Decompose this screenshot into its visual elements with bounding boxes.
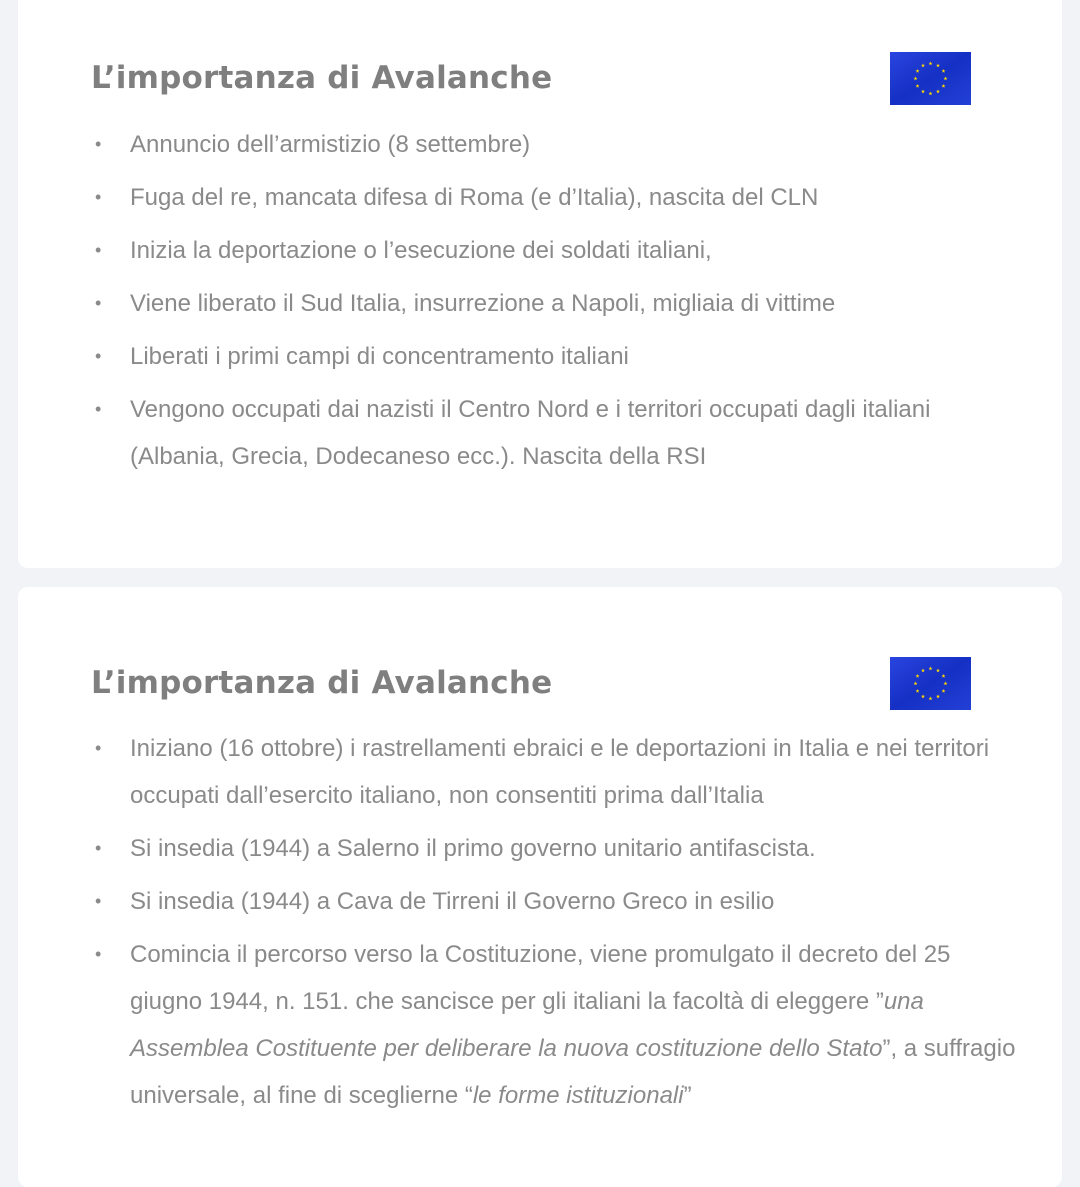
bullet-text: Fuga del re, mancata difesa di Roma (e d’Italia), nascita del CLN (130, 184, 819, 211)
bullet-marker: • (95, 240, 102, 260)
quoted-italic-text: le forme istituzionali (472, 1082, 684, 1109)
bullet-text-part: ” (683, 1082, 692, 1109)
bullet-marker: • (95, 346, 102, 366)
bullet-marker: • (95, 891, 102, 911)
bullet-marker: • (95, 738, 102, 758)
eu-flag-icon (890, 52, 971, 105)
slide-title: L’importanza di Avalanche (91, 665, 553, 701)
bullet-text: Iniziano (16 ottobre) i rastrellamenti ebraici e le deportazioni in Italia e nei territori occupati dall’esercito italiano, non consentiti prima dall’Italia (130, 735, 990, 809)
list-item (91, 227, 1021, 274)
eu-flag-icon (890, 657, 971, 710)
bullet-text: Si insedia (1944) a Cava de Tirreni il Governo Greco in esilio (130, 888, 775, 915)
bullet-marker: • (95, 399, 102, 419)
list-item (91, 725, 1021, 819)
list-item (91, 878, 1021, 925)
bullet-text: Viene liberato il Sud Italia, insurrezione a Napoli, migliaia di vittime (130, 290, 836, 317)
bullet-text: Inizia la deportazione o l’esecuzione dei soldati italiani, (130, 237, 712, 264)
list-item (91, 931, 1021, 1119)
bullet-marker: • (95, 944, 102, 964)
list-item (91, 333, 1021, 380)
slide-card-1 (18, 0, 1062, 568)
bullet-text-part: Comincia il percorso verso la Costituzione, viene promulgato il decreto del 25 giugno 1944, n. 151. che sancisce per gli italiani la facoltà di eleggere ” (130, 941, 951, 1015)
bullet-list (91, 121, 1021, 486)
bullet-text (130, 941, 1015, 1109)
list-item (91, 386, 1021, 480)
bullet-text-part: ”, a suffragio universale, al fine di sceglierne “ (130, 1035, 1016, 1109)
list-item (91, 121, 1021, 168)
bullet-marker: • (95, 838, 102, 858)
bullet-text: Annuncio dell’armistizio (8 settembre) (130, 131, 531, 158)
list-item (91, 825, 1021, 872)
bullet-text: Si insedia (1944) a Salerno il primo governo unitario antifascista. (130, 835, 816, 862)
bullet-text: Liberati i primi campi di concentramento italiani (130, 343, 629, 370)
list-item (91, 280, 1021, 327)
bullet-marker: • (95, 293, 102, 313)
bullet-marker: • (95, 187, 102, 207)
bullet-text: Vengono occupati dai nazisti il Centro Nord e i territori occupati dagli italiani (Albania, Grecia, Dodecaneso ecc.). Nascita della RSI (130, 396, 931, 470)
slide-title: L’importanza di Avalanche (91, 60, 553, 96)
quoted-italic-text: una Assemblea Costituente per deliberare la nuova costituzione dello Stato (130, 988, 924, 1062)
bullet-list (91, 725, 1021, 1125)
list-item (91, 174, 1021, 221)
slide-card-2 (18, 587, 1062, 1187)
bullet-marker: • (95, 134, 102, 154)
